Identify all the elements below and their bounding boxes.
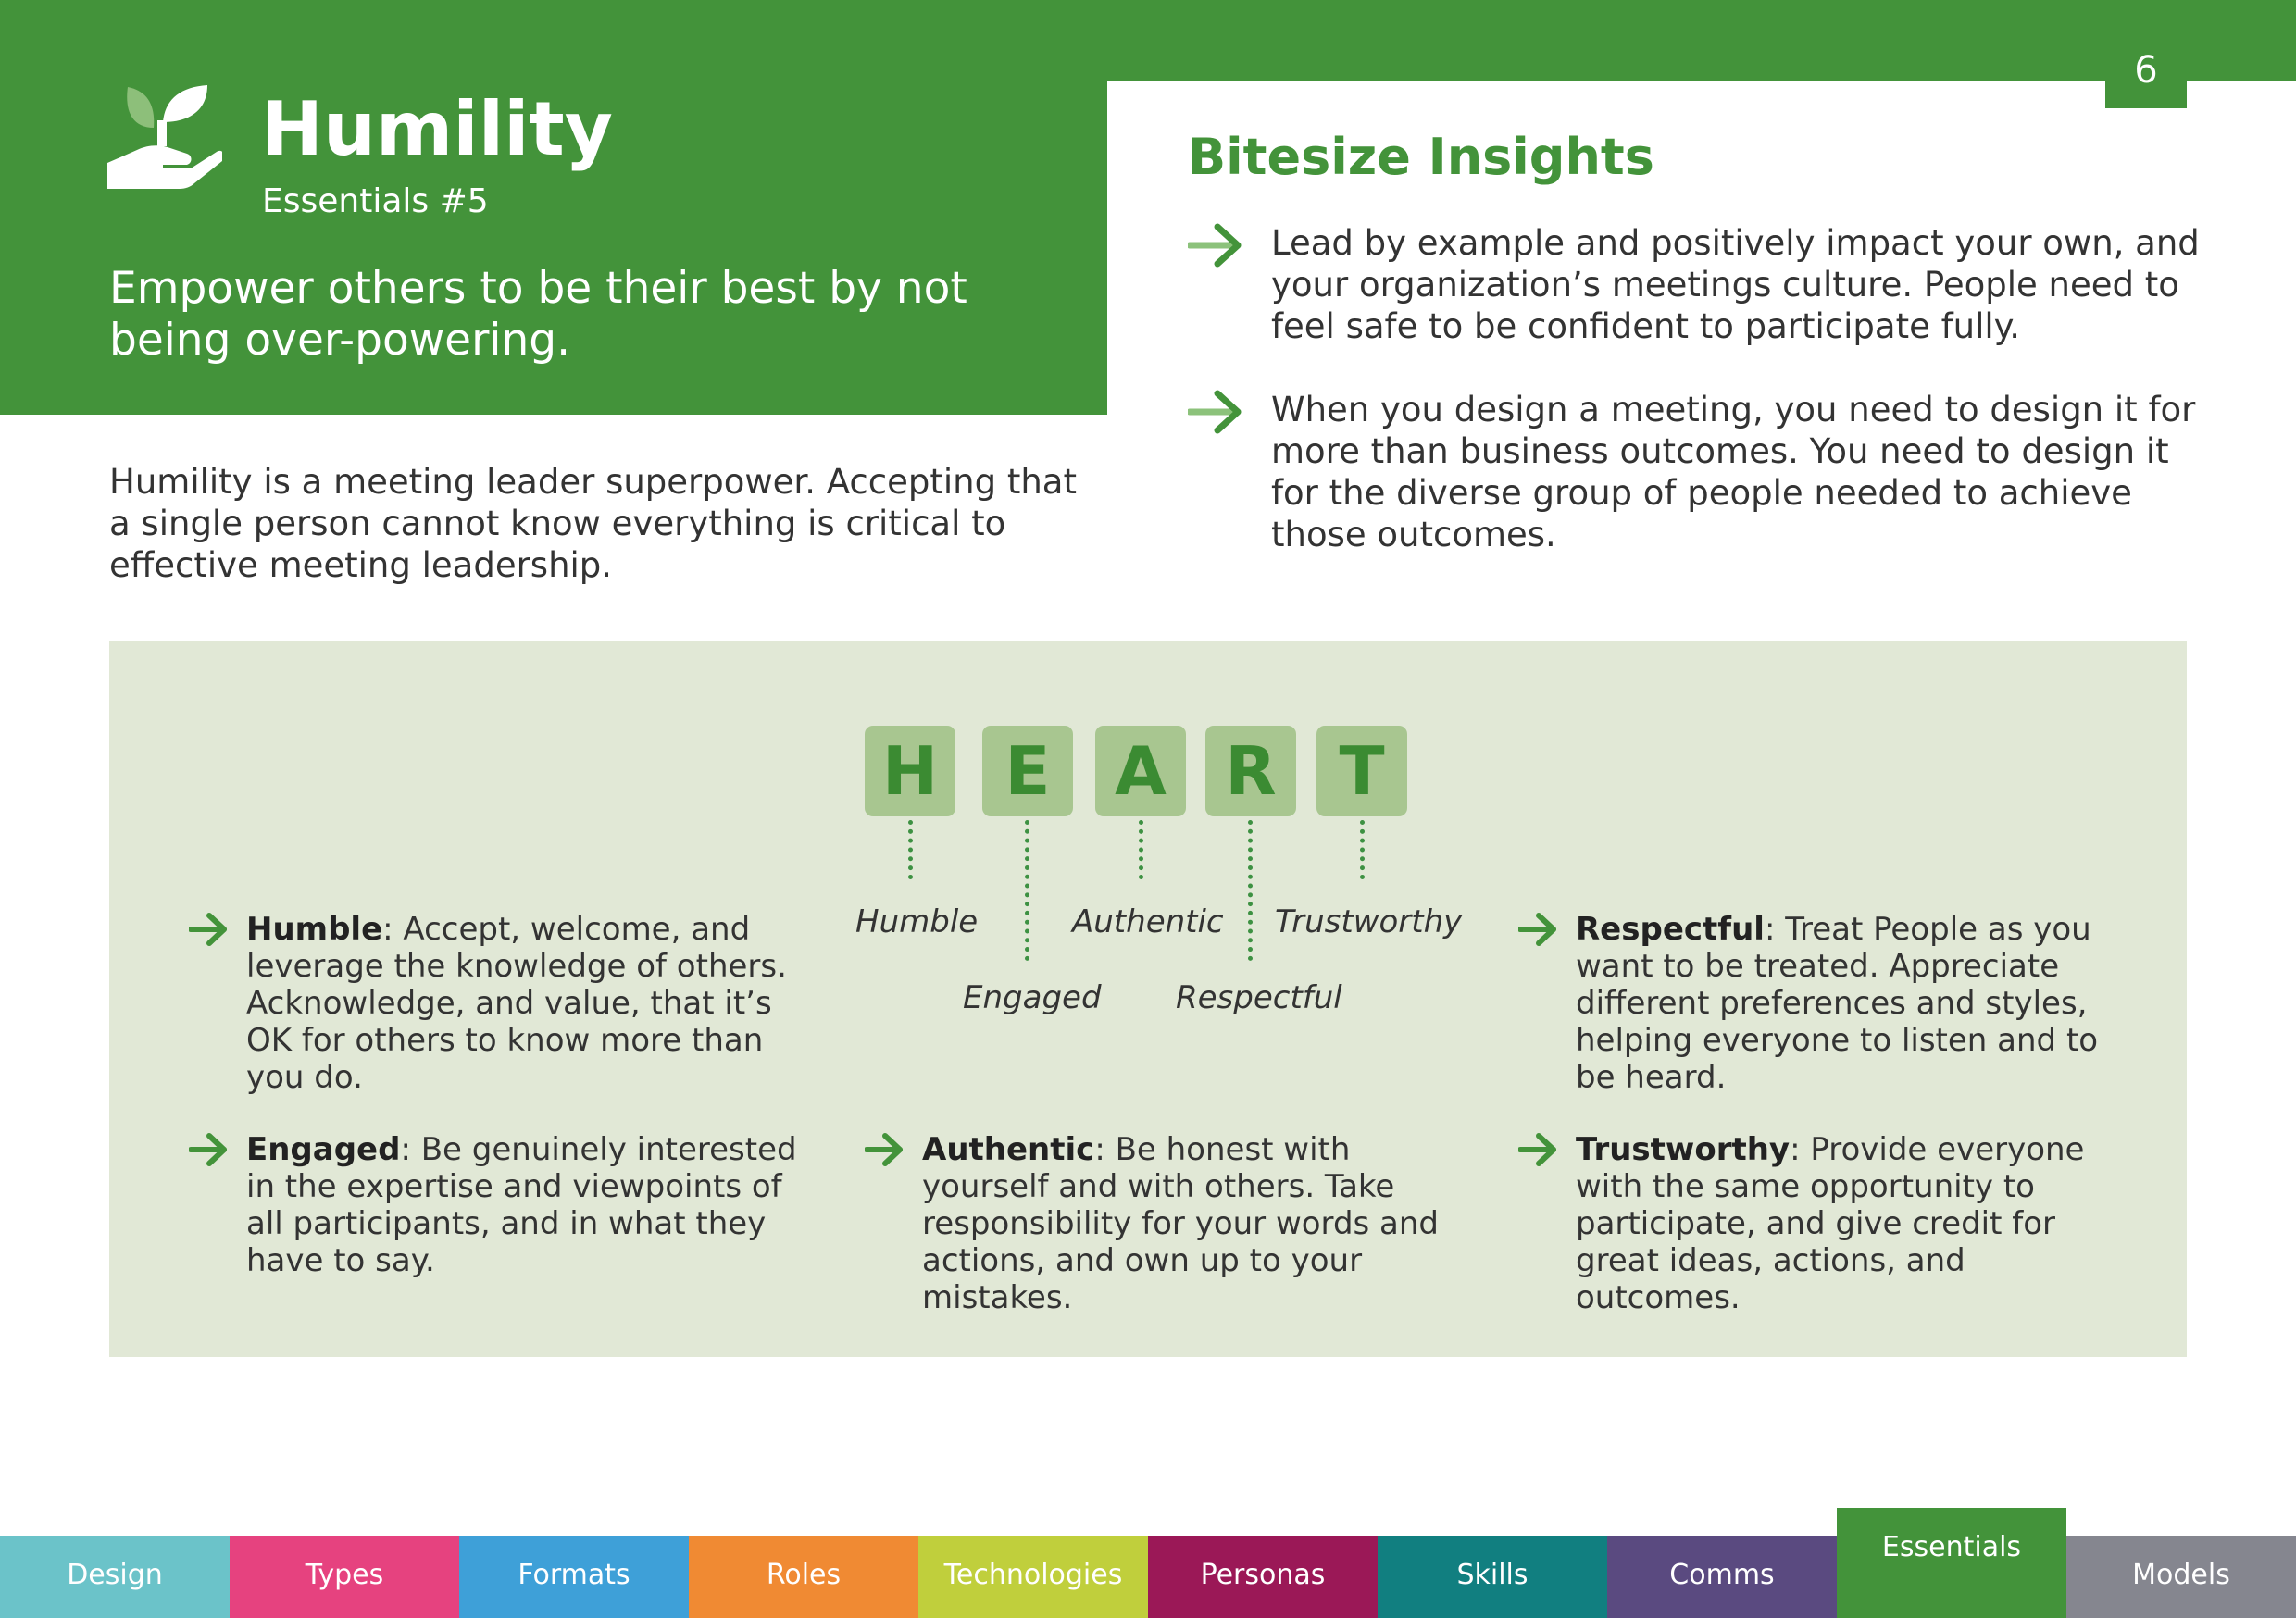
nav-tab-comms[interactable]: Comms xyxy=(1607,1536,1837,1618)
hero-banner xyxy=(0,0,1107,415)
insights-title: Bitesize Insights xyxy=(1188,128,1654,186)
insight-text: Lead by example and positively impact your own, and your organization’s meetings culture. People need to feel safe to be confident to participate fully. xyxy=(1271,223,2200,346)
definition-respectful xyxy=(1518,911,2129,1096)
heart-letter-tile: A xyxy=(1095,726,1186,816)
nav-tab-models[interactable]: Models xyxy=(2066,1536,2296,1618)
insight-text: When you design a meeting, you need to design it for more than business outcomes. You need to design it for the diverse group of people needed to achieve those outcomes. xyxy=(1271,390,2196,554)
heart-word: Respectful xyxy=(1176,979,1342,1016)
page-number: 6 xyxy=(2105,37,2187,108)
heart-letter-tile: E xyxy=(982,726,1073,816)
insight-item xyxy=(1188,222,2215,347)
hand-sprout-icon xyxy=(107,85,222,189)
page-title: Humility xyxy=(261,86,613,172)
connector-line xyxy=(1248,820,1253,961)
heart-letter-tile: R xyxy=(1205,726,1296,816)
definition-text: : Treat People as you want to be treated. Appreciate different preferences and styles, helping everyone to listen and to be heard. xyxy=(1576,911,2099,1096)
heart-letter-tile: T xyxy=(1316,726,1407,816)
tagline: Empower others to be their best by not being over-powering. xyxy=(109,263,967,366)
intro-paragraph: Humility is a meeting leader superpower. Accepting that a single person cannot know everything is critical to effective meeting leadership. xyxy=(109,462,1077,585)
connector-line xyxy=(1025,820,1029,961)
heart-letter-tile: H xyxy=(865,726,955,816)
definition-authentic xyxy=(865,1131,1457,1316)
heart-word: Humble xyxy=(855,903,979,940)
arrow-right-icon xyxy=(189,1131,230,1168)
definition-text: : Be genuinely interested in the expertise and viewpoints of all participants, and in what they have to say. xyxy=(246,1131,797,1279)
nav-tab-roles[interactable]: Roles xyxy=(689,1536,918,1618)
definition-term: Engaged xyxy=(246,1131,401,1168)
definition-engaged xyxy=(189,1131,800,1279)
section-nav xyxy=(0,1531,2296,1618)
heart-word: Trustworthy xyxy=(1275,903,1463,940)
arrow-right-icon xyxy=(1518,1131,1559,1168)
arrow-right-icon xyxy=(1518,911,1559,948)
definition-term: Respectful xyxy=(1576,911,1765,948)
heart-word: Engaged xyxy=(963,979,1102,1016)
nav-tab-essentials[interactable]: Essentials xyxy=(1837,1508,2066,1618)
arrow-right-icon xyxy=(865,1131,905,1168)
nav-tab-formats[interactable]: Formats xyxy=(459,1536,689,1618)
heart-word: Authentic xyxy=(1072,903,1224,940)
nav-tab-skills[interactable]: Skills xyxy=(1378,1536,1607,1618)
insight-item xyxy=(1188,389,2215,555)
connector-line xyxy=(1360,820,1365,879)
definition-term: Authentic xyxy=(922,1131,1095,1168)
connector-line xyxy=(1139,820,1143,879)
nav-tab-types[interactable]: Types xyxy=(230,1536,459,1618)
arrow-right-icon xyxy=(1188,389,1243,435)
definition-humble xyxy=(189,911,800,1096)
nav-tab-technologies[interactable]: Technologies xyxy=(918,1536,1148,1618)
nav-tab-design[interactable]: Design xyxy=(0,1536,230,1618)
definition-text: : Provide everyone with the same opportunity to participate, and give credit for great ideas, actions, and outcomes. xyxy=(1576,1131,2085,1316)
definition-text: : Accept, welcome, and leverage the knowledge of others. Acknowledge, and value, that it’s OK for others to know more than you do. xyxy=(246,911,787,1096)
arrow-right-icon xyxy=(1188,222,1243,268)
definition-trustworthy xyxy=(1518,1131,2129,1316)
definition-term: Humble xyxy=(246,911,383,948)
insights-list xyxy=(1188,222,2215,597)
page-subtitle: Essentials #5 xyxy=(262,182,489,220)
definition-text: : Be honest with yourself and with others. Take responsibility for your words and actions, and own up to your mistakes. xyxy=(922,1131,1440,1316)
connector-line xyxy=(908,820,913,879)
definition-term: Trustworthy xyxy=(1576,1131,1791,1168)
arrow-right-icon xyxy=(189,911,230,948)
nav-tab-personas[interactable]: Personas xyxy=(1148,1536,1378,1618)
